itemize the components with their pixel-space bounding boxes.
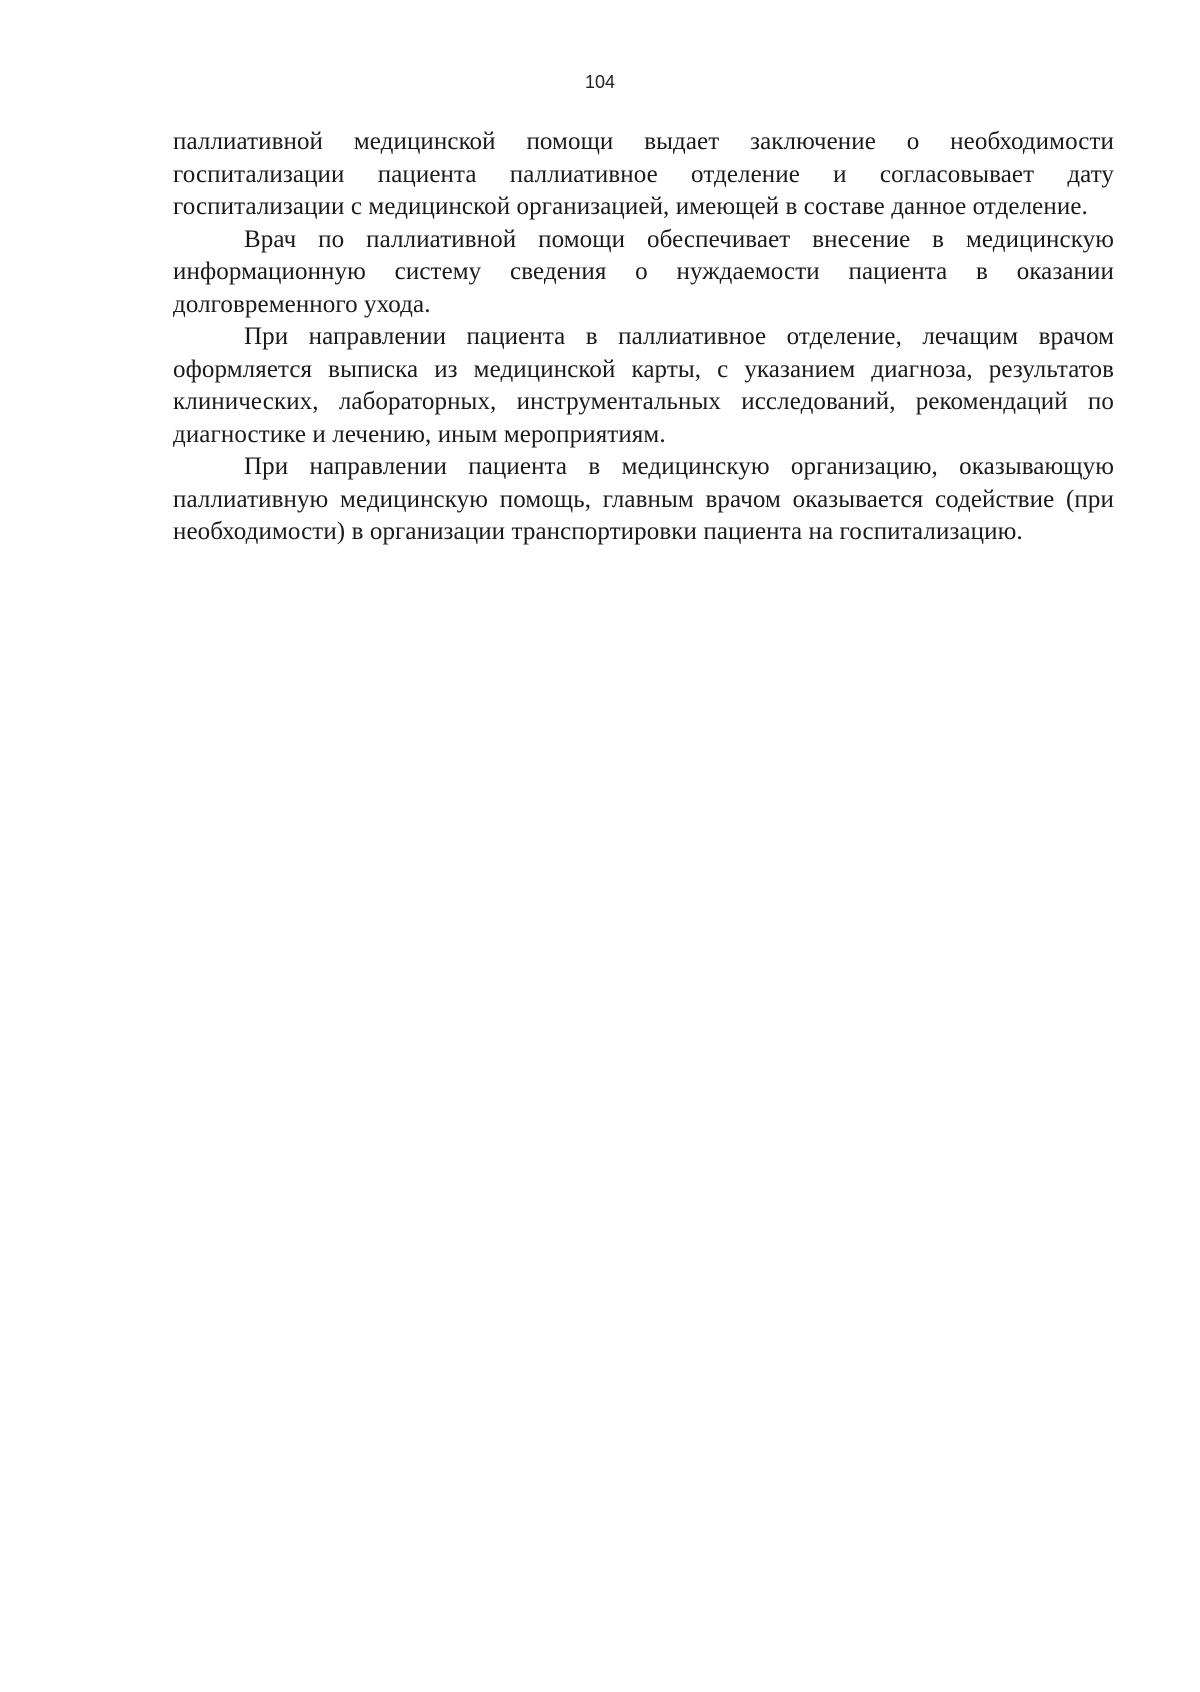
paragraph-palliative-doctor: Врач по паллиативной помощи обеспечивает внесение в медицинскую информационную систему сведения о нуждаемости пациента в оказании долговременного ухода. <box>173 225 1114 318</box>
paragraph-referral-extract: При направлении пациента в паллиативное отделение, лечащим врачом оформляется выписка из медицинской карты, с указанием диагноза, результатов клинических, лабораторных, инструментальных исследований, рекомендаций по диагностике и лечению, иным мероприятиям. <box>173 323 1114 448</box>
document-body <box>173 126 1114 549</box>
paragraph-transport-assistance: При направлении пациента в медицинскую организацию, оказывающую паллиативную медицинскую помощь, главным врачом оказывается содействие (при необходимости) в организации транспортировки пациента на госпитализацию. <box>173 453 1114 545</box>
paragraph-continuation: паллиативной медицинской помощи выдает заключение о необходимости госпитализации пациента паллиативное отделение и согласовывает дату госпитализации с медицинской организацией, имеющей в составе данное отделение. <box>173 128 1114 220</box>
page-number: 104 <box>584 72 616 92</box>
